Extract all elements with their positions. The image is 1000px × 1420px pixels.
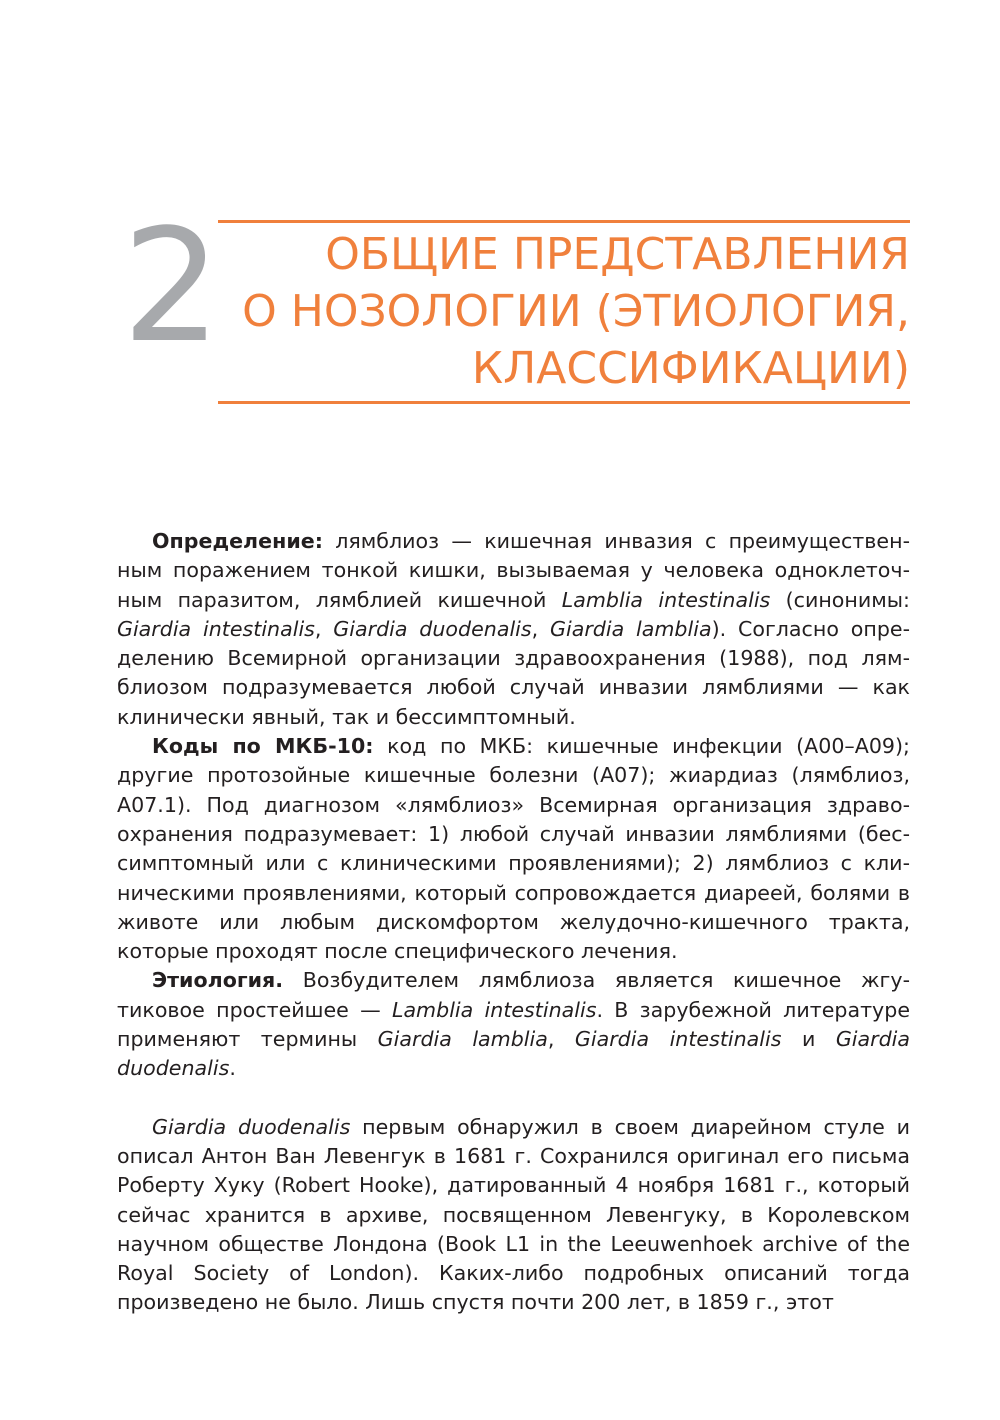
term-heading: Этиология. xyxy=(152,968,284,993)
paragraph-icd-codes xyxy=(117,732,910,966)
text-run: . В зарубежной литературе применяют термины xyxy=(117,997,910,1052)
title-top-rule xyxy=(218,220,910,223)
text-run: . xyxy=(229,1056,236,1081)
text-run: , xyxy=(531,616,551,641)
paragraph-history xyxy=(117,1113,910,1318)
latin-term: Giardia duodenalis xyxy=(117,1027,911,1081)
latin-term: Giardia duodenalis xyxy=(333,616,532,641)
chapter-title xyxy=(218,226,910,397)
latin-term: Giardia duodenalis xyxy=(152,1114,351,1139)
latin-term: Giardia intestinalis xyxy=(574,1027,782,1052)
text-run: и xyxy=(781,1027,836,1052)
latin-term: Lamblia intestinalis xyxy=(391,997,597,1022)
text-run: лямблиоз — кишечная инвазия с преимущественным поражением тонкой кишки, вызываемая у человека одноклеточным паразитом, лямблией кишечной xyxy=(117,529,910,612)
text-run: (синонимы: xyxy=(770,587,910,612)
text-run: , xyxy=(547,1027,575,1052)
body-text xyxy=(117,527,910,1318)
text-run: Возбудителем лямблиоза является кишечное жгутиковое простейшее — xyxy=(117,968,910,1022)
latin-term: Giardia intestinalis xyxy=(117,616,315,641)
paragraph-definition xyxy=(117,527,910,732)
term-heading: Определение: xyxy=(152,529,323,553)
text-run: первым обнаружил в своем диарейном стуле и описал Антон Ван Левенгук в 1681 г. Сохранился оригинал его письма Роберту Хуку (Robert Hooke), датированный 4 ноября 1681 г., который сейчас хранится в архиве, посвященном Левенгуку, в Королевском научном обществе Лондона (Book L1 in the Leeuwenhoek archive of the Royal Society of London). Каких-либо подробных описаний тогда произведено не было. Лишь спустя почти 200 лет, в 1859 г., этот xyxy=(117,1114,910,1315)
term-heading: Коды по МКБ-10: xyxy=(152,734,374,759)
text-run: код по МКБ: кишечные инфекции (A00–A09); другие протозойные кишечные болезни (A07); жиардиаз (лямблиоз, A07.1). Под диагнозом «лямблиоз» Всемирная организация здравоохранения подразумевает: 1) любой случай инвазии лямблиями (бессимптомный или с клиническими проявлениями); 2) лямблиоз с клиническими проявлениями, который сопровождается диареей, болями в животе или любым дискомфортом желудочно-кишечного тракта, которые проходят после специфического лечения. xyxy=(117,734,910,964)
paragraph-etiology xyxy=(117,966,910,1083)
latin-term: Giardia lamblia xyxy=(377,1027,548,1052)
title-bottom-rule xyxy=(218,401,910,404)
text-run: ). Согласно определению Всемирной организации здравоохранения (1988), под лямблиозом подразумевается любой случай инвазии лямблиями — как клинически явный, так и бессимптомный. xyxy=(117,616,911,729)
chapter-number: 2 xyxy=(122,195,222,377)
chapter-title-line-2: О НОЗОЛОГИИ (ЭТИОЛОГИЯ, xyxy=(242,286,910,337)
latin-term: Lamblia intestinalis xyxy=(561,587,771,612)
chapter-title-line-3: КЛАССИФИКАЦИИ) xyxy=(471,343,910,394)
chapter-title-line-1: ОБЩИЕ ПРЕДСТАВЛЕНИЯ xyxy=(325,229,910,280)
latin-term: Giardia lamblia xyxy=(550,616,712,641)
text-run: , xyxy=(314,616,334,641)
